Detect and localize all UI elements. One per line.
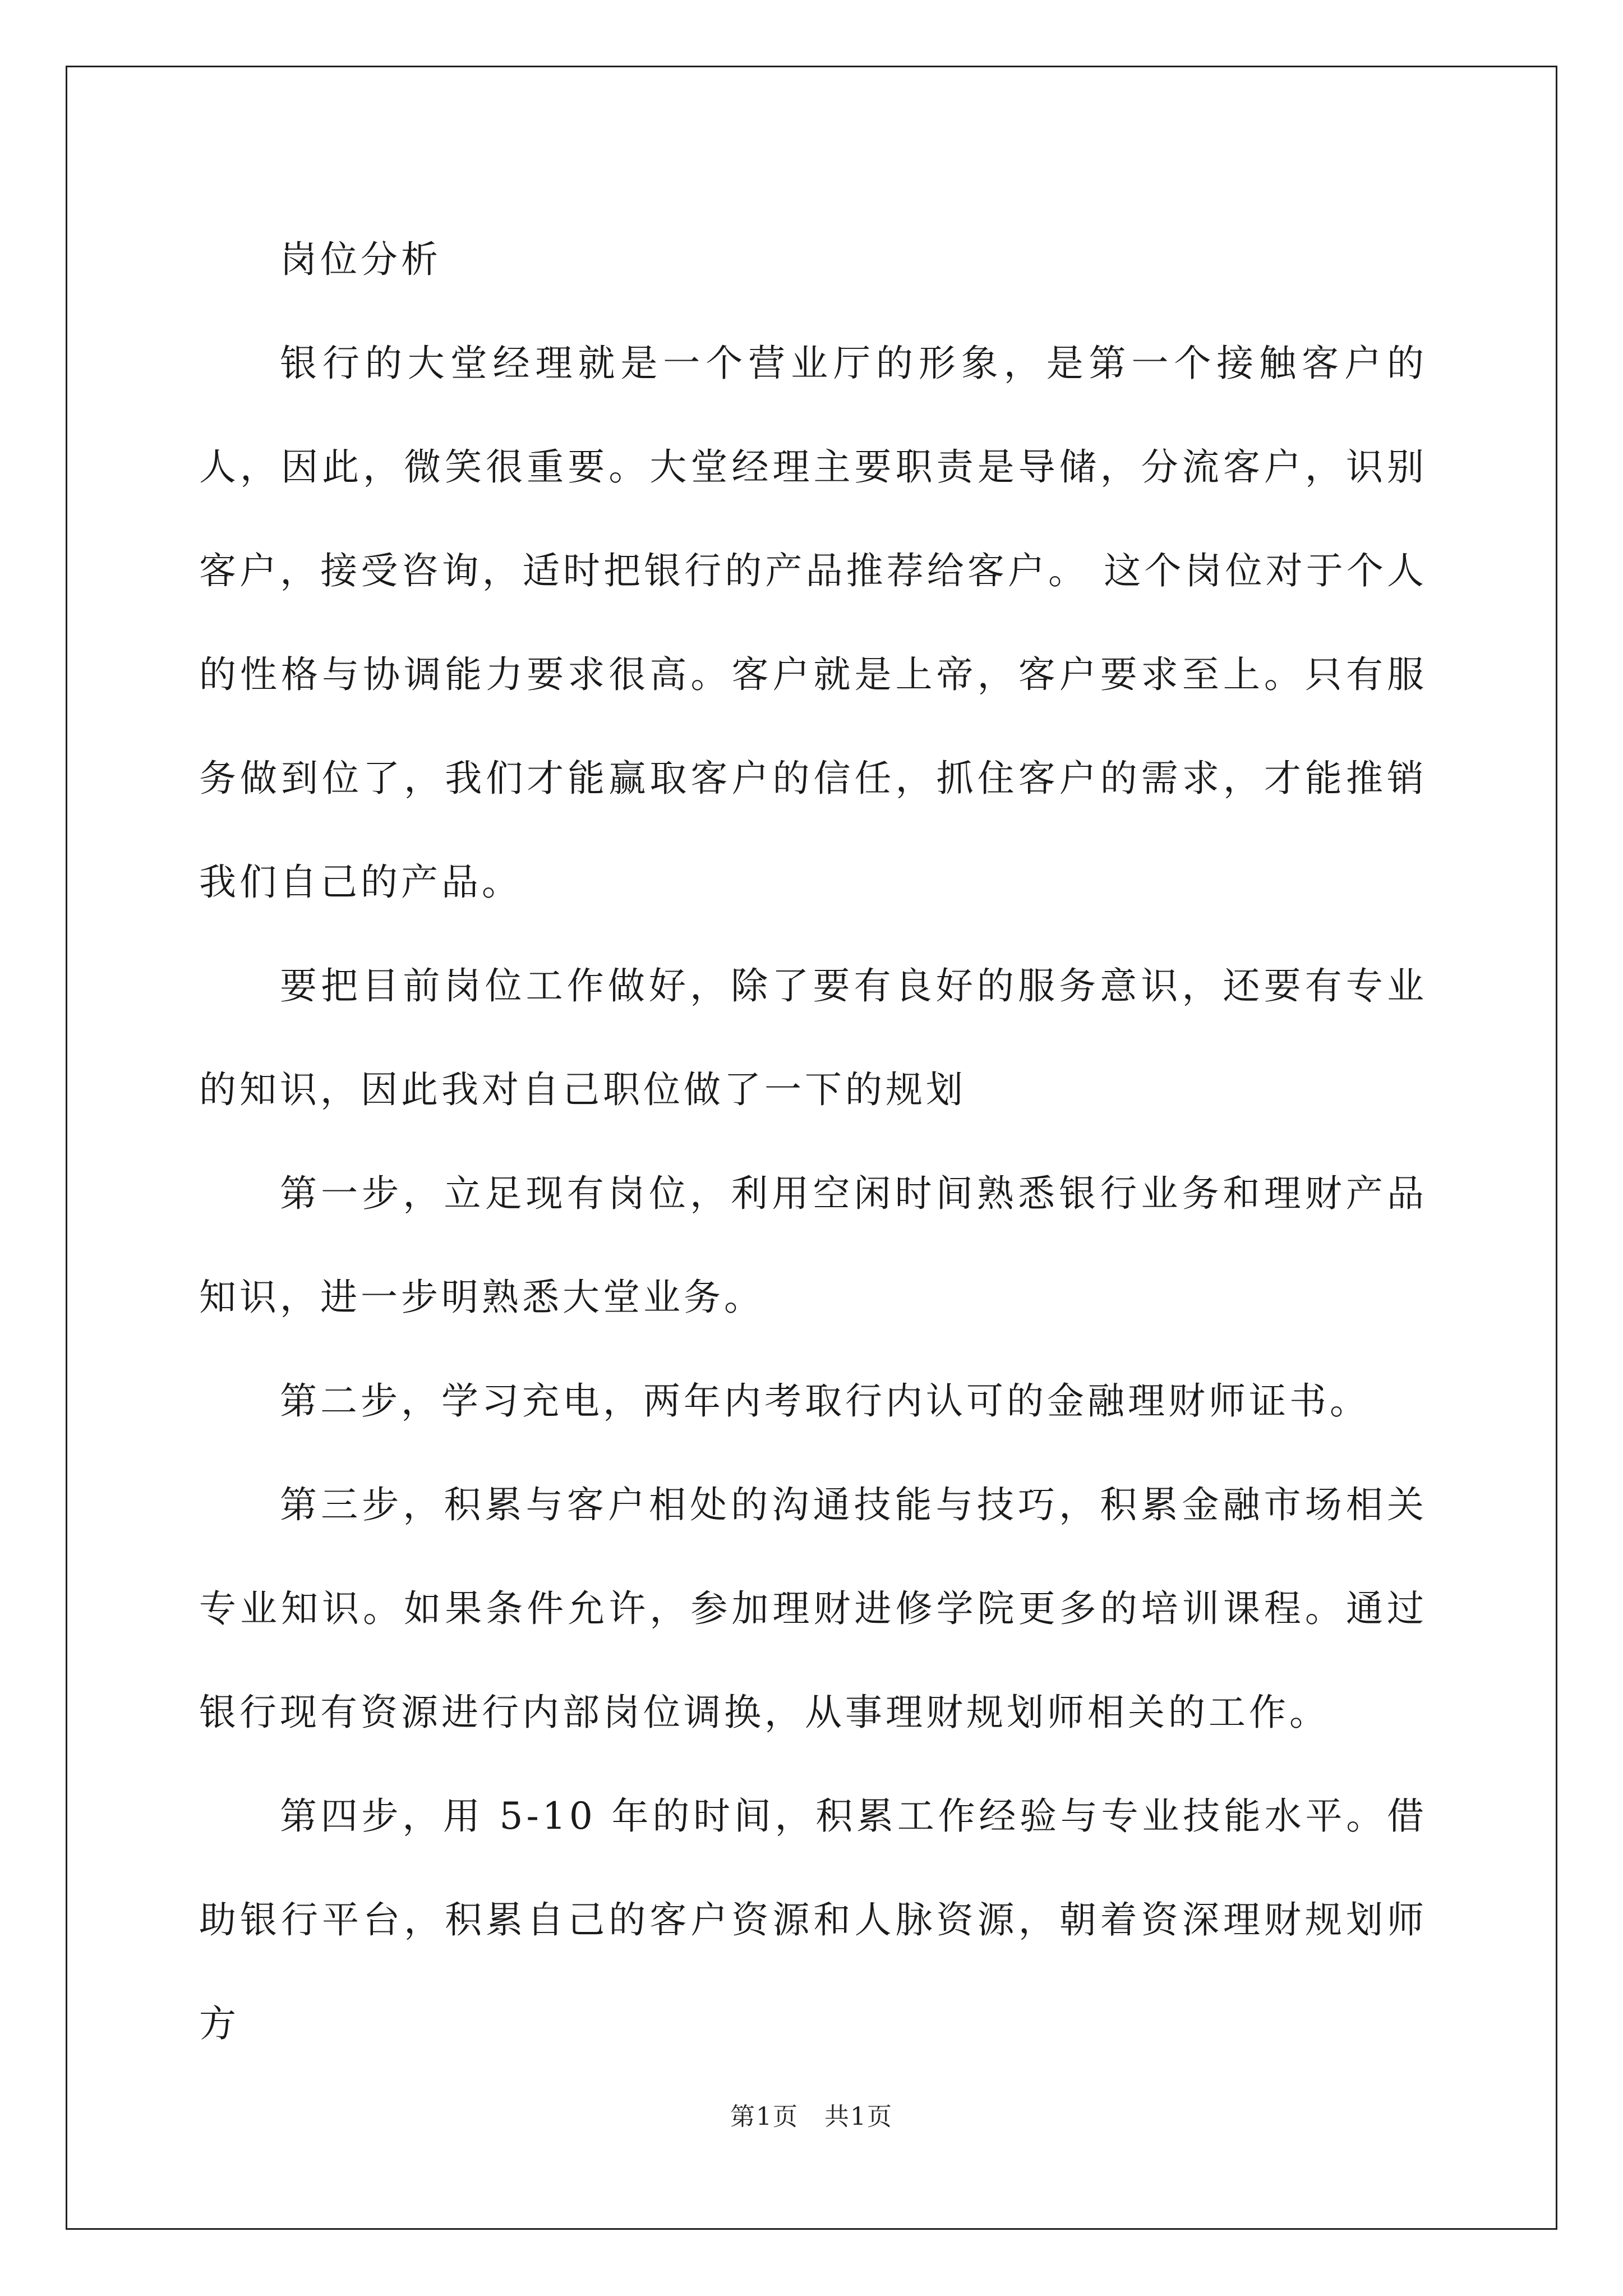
- paragraph-step-four: 第四步，用 5-10 年的时间，积累工作经验与专业技能水平。借助银行平台，积累自己的客户资源和人脉资源，朝着资深理财规划师方: [199, 1795, 1427, 2045]
- paragraph-planning-intro: 要把目前岗位工作做好，除了要有良好的服务意识，还要有专业的知识，因此我对自己职位做了一下的规划: [199, 964, 1427, 1111]
- page-number: 第1页: [730, 2102, 799, 2131]
- paragraph-step-three: 第三步，积累与客户相处的沟通技能与技巧，积累金融市场相关专业知识。如果条件允许，参加理财进修学院更多的培训课程。通过银行现有资源进行内部岗位调换，从事理财规划师相关的工作。: [199, 1483, 1427, 1734]
- page-total: 共1页: [824, 2102, 893, 2131]
- document-body: [199, 208, 1427, 2076]
- paragraph-step-one: 第一步，立足现有岗位，利用空闲时间熟悉银行业务和理财产品知识，进一步明熟悉大堂业务。: [199, 1172, 1427, 1319]
- section-heading: 岗位分析: [280, 238, 441, 281]
- paragraph-role-description: 银行的大堂经理就是一个营业厅的形象，是第一个接触客户的人，因此，微笑很重要。大堂经理主要职责是导储，分流客户，识别客户，接受咨询，适时把银行的产品推荐给客户。 这个岗位对于个人的性格与协调能力要求很高。客户就是上帝，客户要求至上。只有服务做到位了，我们才能赢取客户的信任，抓住客户的需求，才能推销我们自己的产品。: [199, 342, 1427, 904]
- paragraph-step-two: 第二步，学习充电，两年内考取行内认可的金融理财师证书。: [280, 1379, 1370, 1423]
- page-footer: [0, 2100, 1623, 2134]
